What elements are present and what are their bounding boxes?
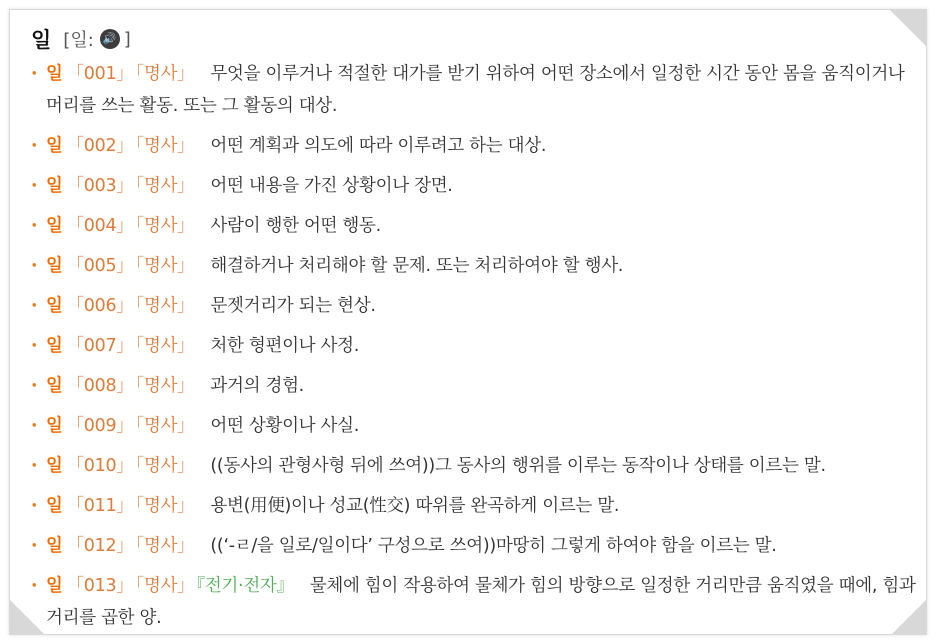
definition-text: 용변(用便)이나 성교(性交) 따위를 완곡하게 이르는 말. — [210, 496, 620, 516]
sense-number: 「004」 — [66, 216, 134, 236]
part-of-speech: 「명사」 — [135, 176, 195, 196]
sense-entry — [29, 530, 919, 562]
sense-word[interactable]: 일 — [46, 296, 63, 316]
sense-word[interactable]: 일 — [46, 64, 63, 84]
sense-word[interactable]: 일 — [46, 376, 63, 396]
part-of-speech: 「명사」 — [135, 64, 195, 84]
sense-number: 「008」 — [66, 376, 134, 396]
sense-word[interactable]: 일 — [46, 496, 63, 516]
definition-text: 과거의 경험. — [210, 376, 304, 396]
sense-entry — [29, 170, 919, 202]
sense-word[interactable]: 일 — [46, 576, 63, 596]
dictionary-card — [9, 9, 927, 635]
definition-text: 어떤 상황이나 사실. — [210, 416, 360, 436]
sense-word[interactable]: 일 — [46, 456, 63, 476]
bullet-icon: · — [31, 536, 38, 556]
sense-number: 「013」 — [66, 576, 134, 596]
bullet-icon: · — [31, 496, 38, 516]
definition-text: 해결하거나 처리해야 할 문제. 또는 처리하여야 할 행사. — [210, 256, 624, 276]
part-of-speech: 「명사」 — [135, 576, 195, 596]
sense-word[interactable]: 일 — [46, 416, 63, 436]
sense-word[interactable]: 일 — [46, 336, 63, 356]
bullet-icon: · — [31, 176, 38, 196]
definition-text: 처한 형편이나 사정. — [210, 336, 360, 356]
sense-entry — [29, 450, 919, 482]
sense-number: 「009」 — [66, 416, 134, 436]
speaker-icon[interactable]: 🔊 — [100, 29, 120, 49]
sense-entry — [29, 330, 919, 362]
definition-text: 사람이 행한 어떤 행동. — [210, 216, 381, 236]
sense-entry — [29, 58, 919, 122]
sense-entry — [29, 290, 919, 322]
pronunciation-text: [일: — [63, 30, 94, 51]
sense-entry — [29, 250, 919, 282]
sense-number: 「011」 — [66, 496, 134, 516]
bullet-icon: · — [31, 216, 38, 236]
sense-word[interactable]: 일 — [46, 536, 63, 556]
definition-text: 문젯거리가 되는 현상. — [210, 296, 376, 316]
sense-number: 「005」 — [66, 256, 134, 276]
sense-number: 「002」 — [66, 136, 134, 156]
part-of-speech: 「명사」 — [135, 296, 195, 316]
definition-text: 물체에 힘이 작용하여 물체가 힘의 방향으로 일정한 거리만큼 움직였을 때에, 힘과 거리를 곱한 양. — [46, 576, 916, 628]
sense-number: 「010」 — [66, 456, 134, 476]
sense-number: 「007」 — [66, 336, 134, 356]
bullet-icon: · — [31, 256, 38, 276]
subject-field: 『전기·전자』 — [196, 576, 294, 596]
sense-entry — [29, 210, 919, 242]
definition-text: 어떤 계획과 의도에 따라 이루려고 하는 대상. — [210, 136, 547, 156]
part-of-speech: 「명사」 — [135, 536, 195, 556]
definition-text: ((동사의 관형사형 뒤에 쓰여))그 동사의 행위를 이루는 동작이나 상태를 이르는 말. — [210, 456, 826, 476]
part-of-speech: 「명사」 — [135, 136, 195, 156]
part-of-speech: 「명사」 — [135, 416, 195, 436]
sense-number: 「001」 — [66, 64, 134, 84]
part-of-speech: 「명사」 — [135, 336, 195, 356]
sense-entry — [29, 370, 919, 402]
definition-text: ((‘-ㄹ/을 일로/일이다’ 구성으로 쓰여))마땅히 그렇게 하여야 함을 이르는 말. — [210, 536, 777, 556]
bullet-icon: · — [31, 456, 38, 476]
bullet-icon: · — [31, 376, 38, 396]
bullet-icon: · — [31, 576, 38, 596]
sense-entry — [29, 130, 919, 162]
entry-header — [31, 24, 131, 54]
sense-number: 「006」 — [66, 296, 134, 316]
sense-word[interactable]: 일 — [46, 176, 63, 196]
part-of-speech: 「명사」 — [135, 256, 195, 276]
sense-entry — [29, 570, 919, 634]
bullet-icon: · — [31, 136, 38, 156]
sense-word[interactable]: 일 — [46, 136, 63, 156]
sense-number: 「003」 — [66, 176, 134, 196]
definition-text: 어떤 내용을 가진 상황이나 장면. — [210, 176, 453, 196]
bullet-icon: · — [31, 416, 38, 436]
sense-entry — [29, 410, 919, 442]
sense-entry — [29, 490, 919, 522]
pronunciation — [63, 26, 131, 52]
sense-number: 「012」 — [66, 536, 134, 556]
bullet-icon: · — [31, 64, 38, 84]
headword: 일 — [31, 28, 52, 52]
bullet-icon: · — [31, 296, 38, 316]
sense-word[interactable]: 일 — [46, 256, 63, 276]
pronunciation-close: ] — [123, 28, 131, 50]
definition-text: 무엇을 이루거나 적절한 대가를 받기 위하여 어떤 장소에서 일정한 시간 동안 몸을 움직이거나 머리를 쓰는 활동. 또는 그 활동의 대상. — [46, 64, 905, 116]
part-of-speech: 「명사」 — [135, 496, 195, 516]
sense-word[interactable]: 일 — [46, 216, 63, 236]
part-of-speech: 「명사」 — [135, 216, 195, 236]
bullet-icon: · — [31, 336, 38, 356]
sense-list — [29, 58, 919, 635]
page-corner-decoration — [890, 10, 926, 46]
part-of-speech: 「명사」 — [135, 456, 195, 476]
part-of-speech: 「명사」 — [135, 376, 195, 396]
